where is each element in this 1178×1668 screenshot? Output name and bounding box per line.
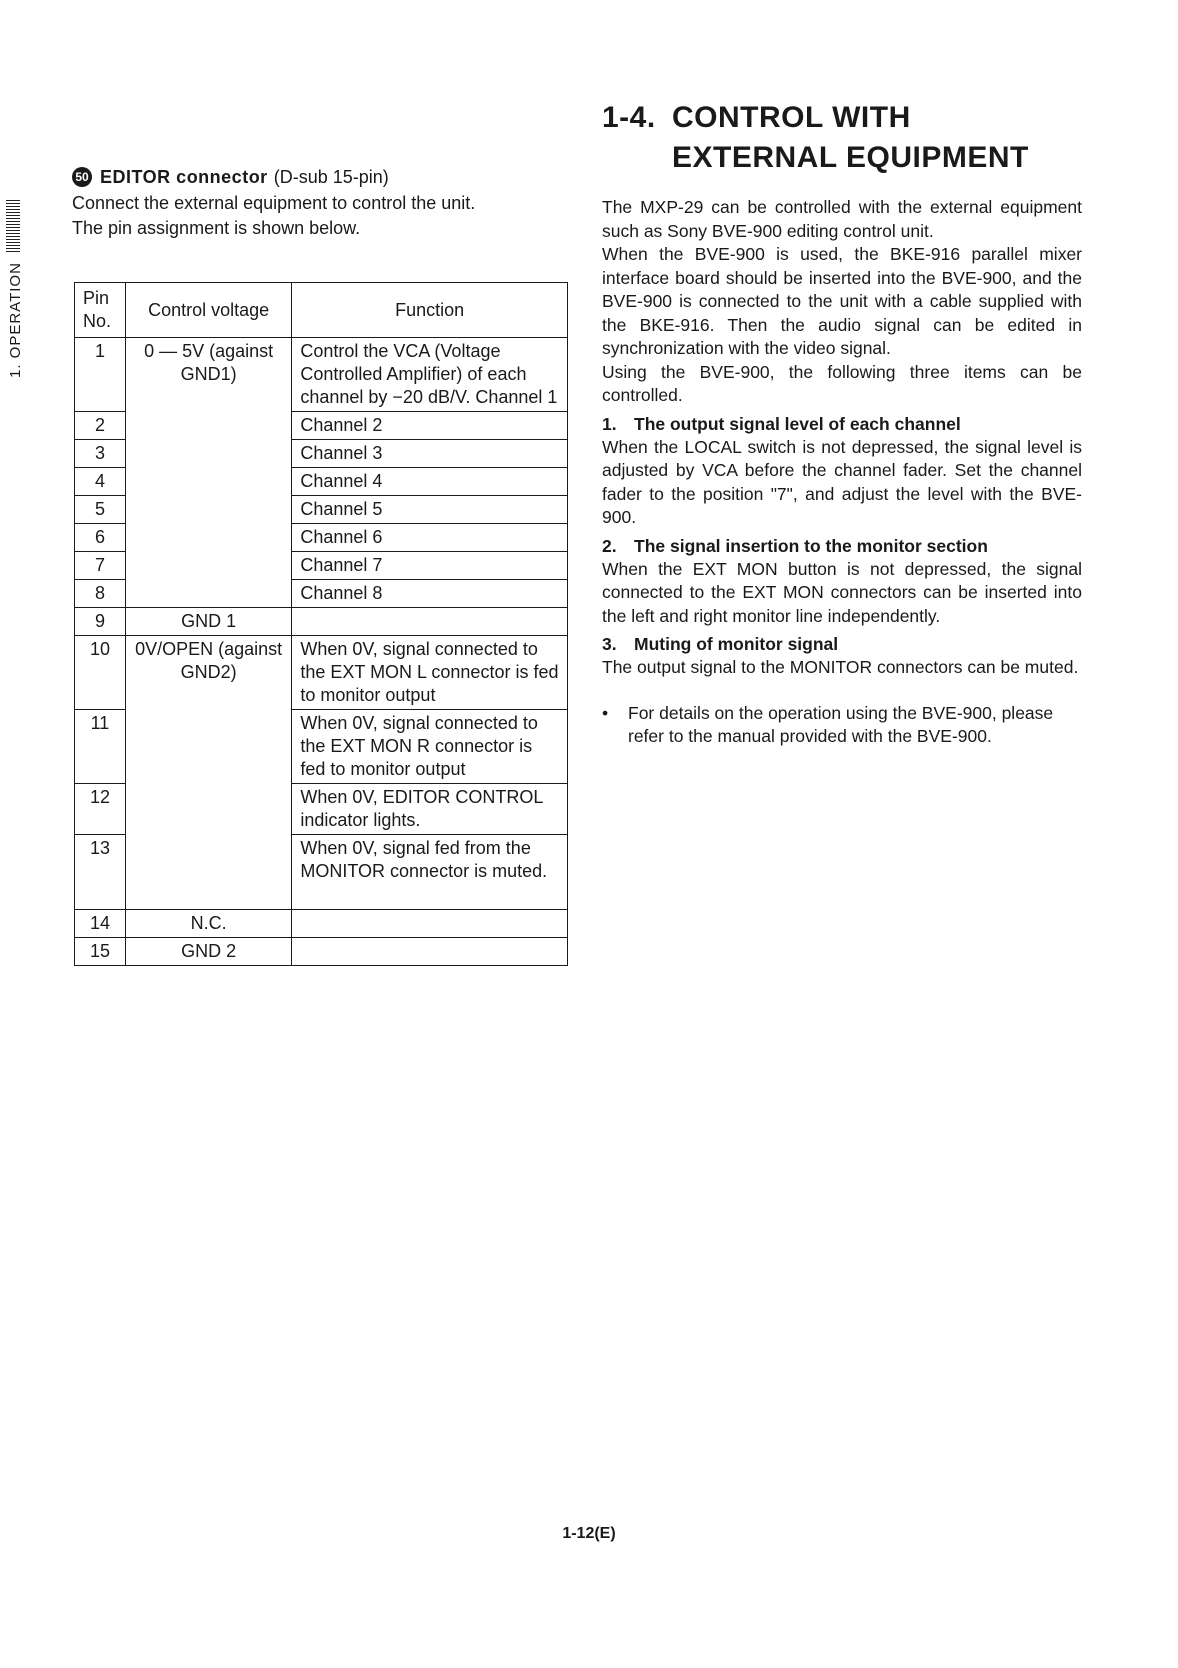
function-cell: When 0V, signal fed from the MONITOR connector is muted. (292, 835, 568, 910)
section-heading (602, 98, 1082, 178)
table-row (75, 938, 568, 966)
item-text-2: When the EXT MON button is not depressed, the signal connected to the EXT MON connectors can be inserted into the left and right monitor line independently. (602, 558, 1082, 626)
item-heading-1 (602, 412, 1082, 436)
bullet-icon: • (602, 702, 609, 723)
item-heading-3 (602, 632, 1082, 656)
voltage-cell: 0 — 5V (against GND1) (125, 338, 291, 608)
function-cell: Channel 5 (292, 496, 568, 524)
pin-assignment-table-wrap (74, 282, 568, 966)
table-row (75, 338, 568, 412)
section-title-line2: EXTERNAL EQUIPMENT (672, 141, 1029, 174)
item-text-1: When the LOCAL switch is not depressed, the signal level is adjusted by VCA before the channel fader. Set the channel fader to the position "7", and adjust the level with the BVE-900. (602, 436, 1082, 527)
connector-intro-1: Connect the external equipment to control the unit. (72, 193, 476, 213)
function-cell (292, 938, 568, 966)
reference-note (602, 702, 1082, 749)
function-cell: Channel 8 (292, 580, 568, 608)
pin-cell: 7 (75, 552, 126, 580)
pin-cell: 3 (75, 440, 126, 468)
pin-cell: 14 (75, 910, 126, 938)
function-cell: Control the VCA (Voltage Controlled Amplifier) of each channel by −20 dB/V. Channel 1 (292, 338, 568, 412)
editor-connector-section (72, 165, 582, 241)
page-number: 1-12(E) (562, 1525, 616, 1542)
item-heading-2 (602, 534, 1082, 558)
pin-cell: 10 (75, 636, 126, 710)
section-number: 1-4. (602, 101, 656, 134)
section-para-3: Using the BVE-900, the following three items can be controlled. (602, 361, 1082, 405)
external-control-section (602, 98, 1082, 749)
table-row (75, 608, 568, 636)
function-cell: Channel 3 (292, 440, 568, 468)
section-title-line1: CONTROL WITH (672, 101, 911, 134)
item-text-3: The output signal to the MONITOR connectors can be muted. (602, 657, 1079, 677)
function-cell: Channel 7 (292, 552, 568, 580)
table-row (75, 910, 568, 938)
function-cell: Channel 2 (292, 412, 568, 440)
pin-cell: 8 (75, 580, 126, 608)
voltage-cell: N.C. (125, 910, 291, 938)
voltage-cell: GND 2 (125, 938, 291, 966)
connector-heading (72, 165, 582, 189)
voltage-cell: GND 1 (125, 608, 291, 636)
connector-intro-2: The pin assignment is shown below. (72, 218, 361, 238)
item-title: The output signal level of each channel (634, 413, 961, 434)
pin-cell: 11 (75, 710, 126, 784)
item-number: 2. (602, 535, 617, 556)
section-para-1: The MXP-29 can be controlled with the external equipment such as Sony BVE-900 editing control unit. (602, 197, 1082, 241)
side-tab-label: 1. OPERATION (7, 262, 24, 378)
pin-cell: 9 (75, 608, 126, 636)
pin-cell: 1 (75, 338, 126, 412)
item-title: The signal insertion to the monitor section (634, 535, 988, 556)
item-number: 1. (602, 413, 617, 434)
table-header-row (75, 283, 568, 338)
pin-cell: 15 (75, 938, 126, 966)
function-cell: Channel 6 (292, 524, 568, 552)
function-cell: When 0V, signal connected to the EXT MON R connector is fed to monitor output (292, 710, 568, 784)
function-cell: When 0V, EDITOR CONTROL indicator lights. (292, 784, 568, 835)
header-voltage: Control voltage (125, 283, 291, 338)
pin-assignment-table (74, 282, 568, 966)
voltage-cell: 0V/OPEN (against GND2) (125, 636, 291, 910)
table-row (75, 636, 568, 710)
header-function: Function (292, 283, 568, 338)
pin-cell: 6 (75, 524, 126, 552)
note-text: For details on the operation using the BVE-900, please refer to the manual provided with the BVE-900. (628, 702, 1054, 746)
side-tab (4, 218, 28, 378)
connector-title: EDITOR connector (100, 167, 268, 187)
item-number-badge: 50 (72, 167, 92, 187)
function-cell (292, 910, 568, 938)
section-para-2: When the BVE-900 is used, the BKE-916 parallel mixer interface board should be inserted into the BVE-900, and the BVE-900 is connected to the unit with a cable supplied with the BKE-916. Then the audio signal can be edited in synchronization with the video signal. (602, 244, 1082, 358)
item-title: Muting of monitor signal (634, 634, 839, 654)
connector-spec: (D-sub 15-pin) (273, 167, 389, 187)
item-number: 3. (602, 634, 617, 654)
pin-cell: 4 (75, 468, 126, 496)
pin-cell: 2 (75, 412, 126, 440)
pin-cell: 13 (75, 835, 126, 910)
function-cell: When 0V, signal connected to the EXT MON L connector is fed to monitor output (292, 636, 568, 710)
pin-cell: 5 (75, 496, 126, 524)
function-cell (292, 608, 568, 636)
pin-cell: 12 (75, 784, 126, 835)
header-pin: Pin No. (75, 283, 126, 338)
function-cell: Channel 4 (292, 468, 568, 496)
